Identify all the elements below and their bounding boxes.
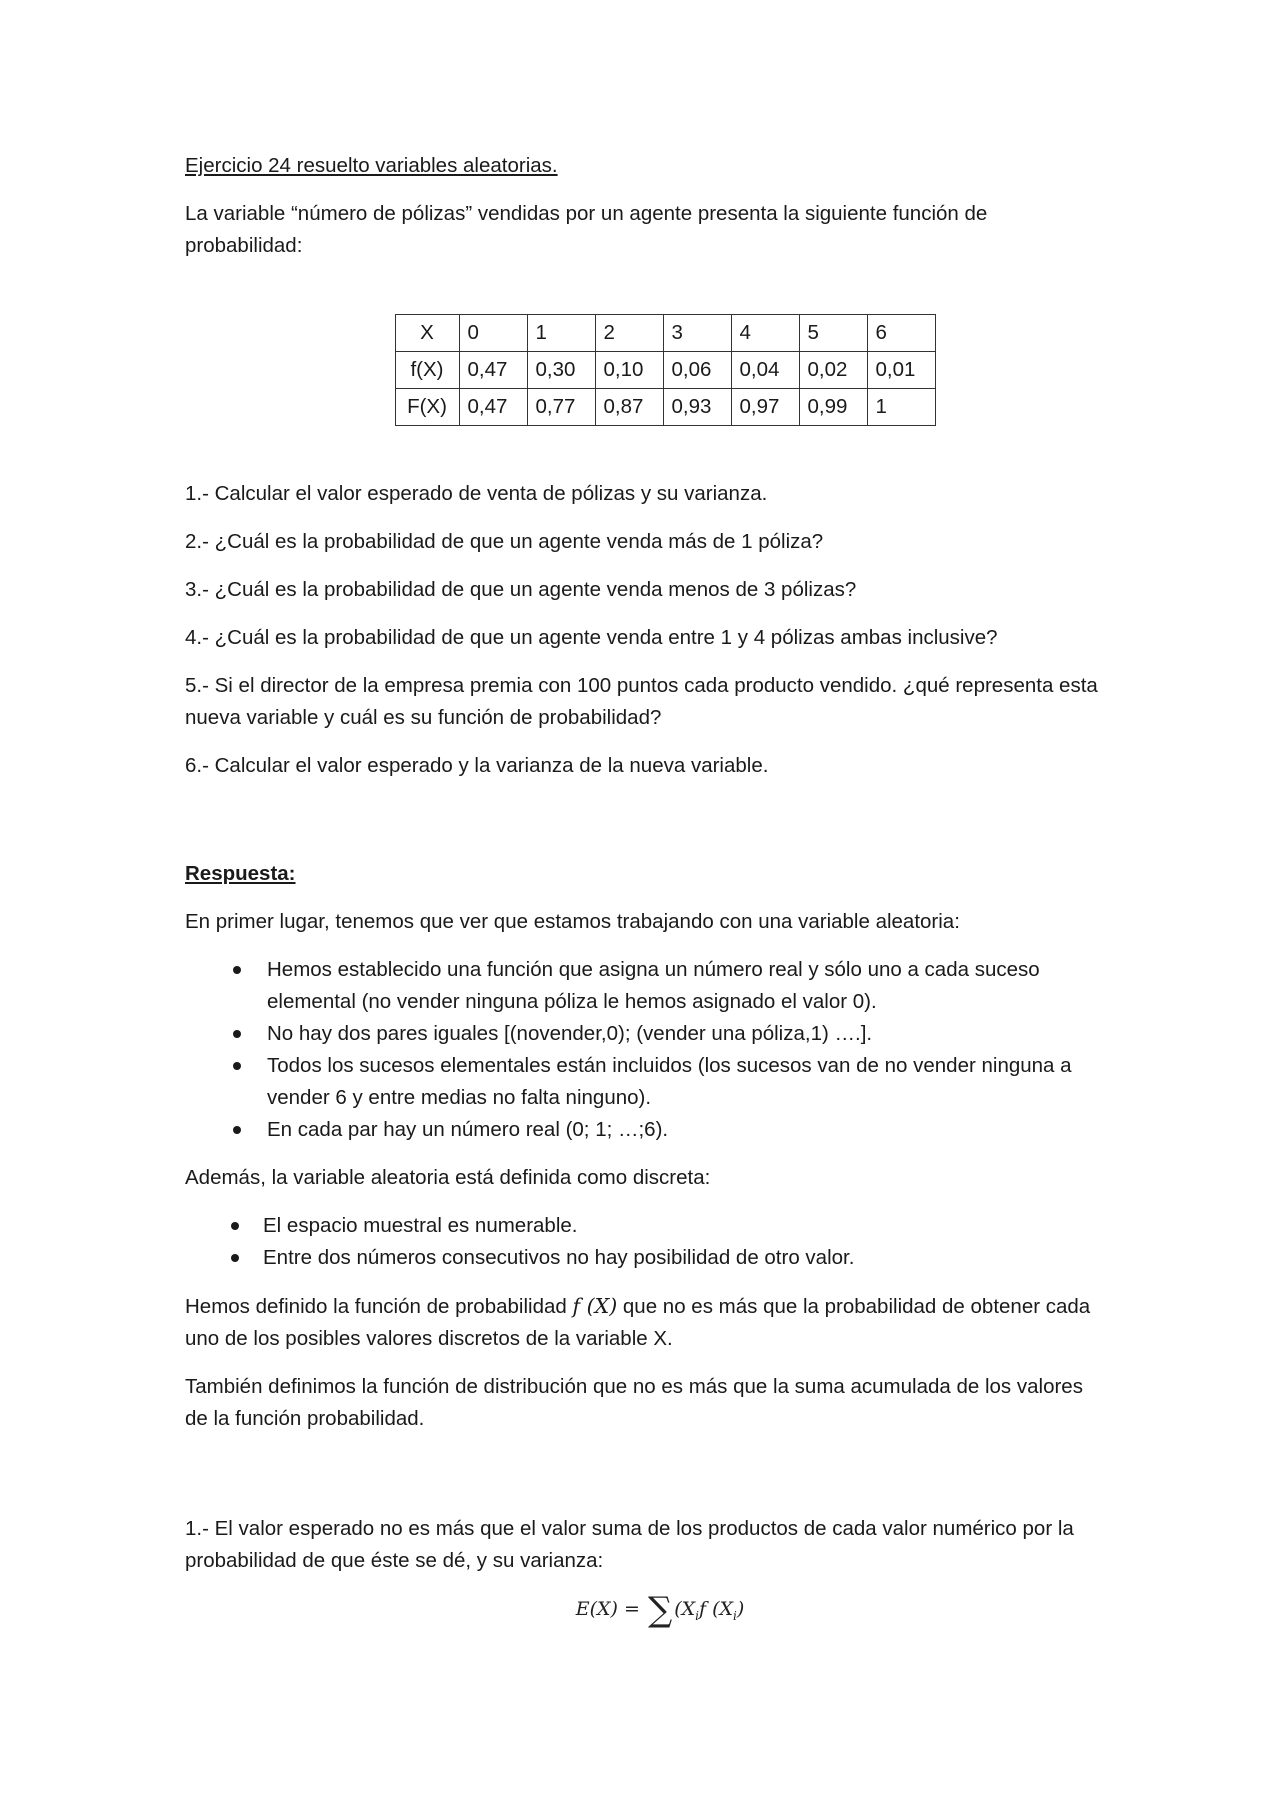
list-item: El espacio muestral es numerable. [185, 1210, 1105, 1242]
formula-rhs-close: ) [736, 1598, 745, 1620]
discrete-intro: Además, la variable aleatoria está definida como discreta: [185, 1166, 711, 1189]
table-row [395, 352, 935, 389]
random-variable-bullets [185, 954, 1105, 1146]
prob-function-text-before: Hemos definido la función de probabilidad [185, 1295, 567, 1318]
formula-lhs: E(X) = [575, 1598, 640, 1620]
table-cell: 4 [731, 315, 799, 352]
question-6: 6.- Calcular el valor esperado y la varianza de la nueva variable. [185, 754, 769, 777]
formula-sub-1: i [695, 1608, 700, 1623]
questions-list [185, 478, 1105, 782]
list-item: Hemos establecido una función que asigna un número real y sólo uno a cada suceso elemental (no vender ninguna póliza le hemos asignado el valor 0). [185, 954, 1105, 1018]
probability-table-wrapper [185, 314, 1105, 426]
discrete-bullets [185, 1210, 1105, 1274]
table-cell: 5 [799, 315, 867, 352]
table-cell: 0,47 [459, 352, 527, 389]
table-cell: 0,47 [459, 389, 527, 426]
intro-paragraph: La variable “número de pólizas” vendidas por un agente presenta la siguiente función de probabilidad: [185, 202, 988, 257]
table-row [395, 389, 935, 426]
table-cell: 2 [595, 315, 663, 352]
table-cell: 0,02 [799, 352, 867, 389]
question-1: 1.- Calcular el valor esperado de venta de pólizas y su varianza. [185, 482, 768, 505]
question-3: 3.- ¿Cuál es la probabilidad de que un agente venda menos de 3 pólizas? [185, 578, 857, 601]
answer-intro: En primer lugar, tenemos que ver que estamos trabajando con una variable aleatoria: [185, 910, 960, 933]
distribution-paragraph: También definimos la función de distribución que no es más que la suma acumulada de los valores de la función probabilidad. [185, 1375, 1083, 1430]
list-item: Todos los sucesos elementales están incluidos (los sucesos van de no vender ninguna a vender 6 y entre medias no falta ninguno). [185, 1050, 1105, 1114]
document-title: Ejercicio 24 resuelto variables aleatorias. [185, 154, 558, 177]
document-page [185, 150, 1105, 1632]
table-row [395, 315, 935, 352]
table-cell: 0,10 [595, 352, 663, 389]
table-cell: 6 [867, 315, 935, 352]
table-cell: 1 [527, 315, 595, 352]
list-item: No hay dos pares iguales [(novender,0); (vender una póliza,1) ….]. [185, 1018, 1105, 1050]
table-cell: 0,30 [527, 352, 595, 389]
table-cell: 0,97 [731, 389, 799, 426]
list-item: En cada par hay un número real (0; 1; …;6). [185, 1114, 1105, 1146]
answer-heading: Respuesta: [185, 862, 296, 885]
table-cell: 0 [459, 315, 527, 352]
question-2: 2.- ¿Cuál es la probabilidad de que un agente venda más de 1 póliza? [185, 530, 824, 553]
table-cell: 0,87 [595, 389, 663, 426]
probability-function-paragraph [185, 1290, 1105, 1355]
table-row-label: F(X) [395, 389, 459, 426]
table-cell: 0,04 [731, 352, 799, 389]
expected-value-formula [185, 1590, 1105, 1632]
question-5: 5.- Si el director de la empresa premia con 100 puntos cada producto vendido. ¿qué representa esta nueva variable y cuál es su función de probabilidad? [185, 674, 1098, 729]
table-cell: 0,01 [867, 352, 935, 389]
prob-function-symbol: f (X) [572, 1294, 618, 1318]
question-4: 4.- ¿Cuál es la probabilidad de que un agente venda entre 1 y 4 pólizas ambas inclusive? [185, 626, 998, 649]
expected-value-paragraph: 1.- El valor esperado no es más que el valor suma de los productos de cada valor numérico por la probabilidad de que éste se dé, y su varianza: [185, 1517, 1074, 1572]
table-cell: 0,99 [799, 389, 867, 426]
table-row-label: f(X) [395, 352, 459, 389]
sigma-symbol: ∑ [647, 1590, 673, 1630]
table-cell: 1 [867, 389, 935, 426]
table-row-label: X [395, 315, 459, 352]
table-cell: 3 [663, 315, 731, 352]
formula-rhs-open: (X [674, 1598, 696, 1620]
table-cell: 0,77 [527, 389, 595, 426]
probability-table [395, 314, 936, 426]
list-item: Entre dos números consecutivos no hay posibilidad de otro valor. [185, 1242, 1105, 1274]
formula-rhs-mid: f (X [699, 1598, 734, 1620]
table-cell: 0,93 [663, 389, 731, 426]
table-cell: 0,06 [663, 352, 731, 389]
prob-function-text-after: que no es más que la probabilidad de obtener cada uno de los posibles valores discretos de la variable X. [185, 1295, 1091, 1350]
formula-sub-2: i [733, 1608, 737, 1623]
